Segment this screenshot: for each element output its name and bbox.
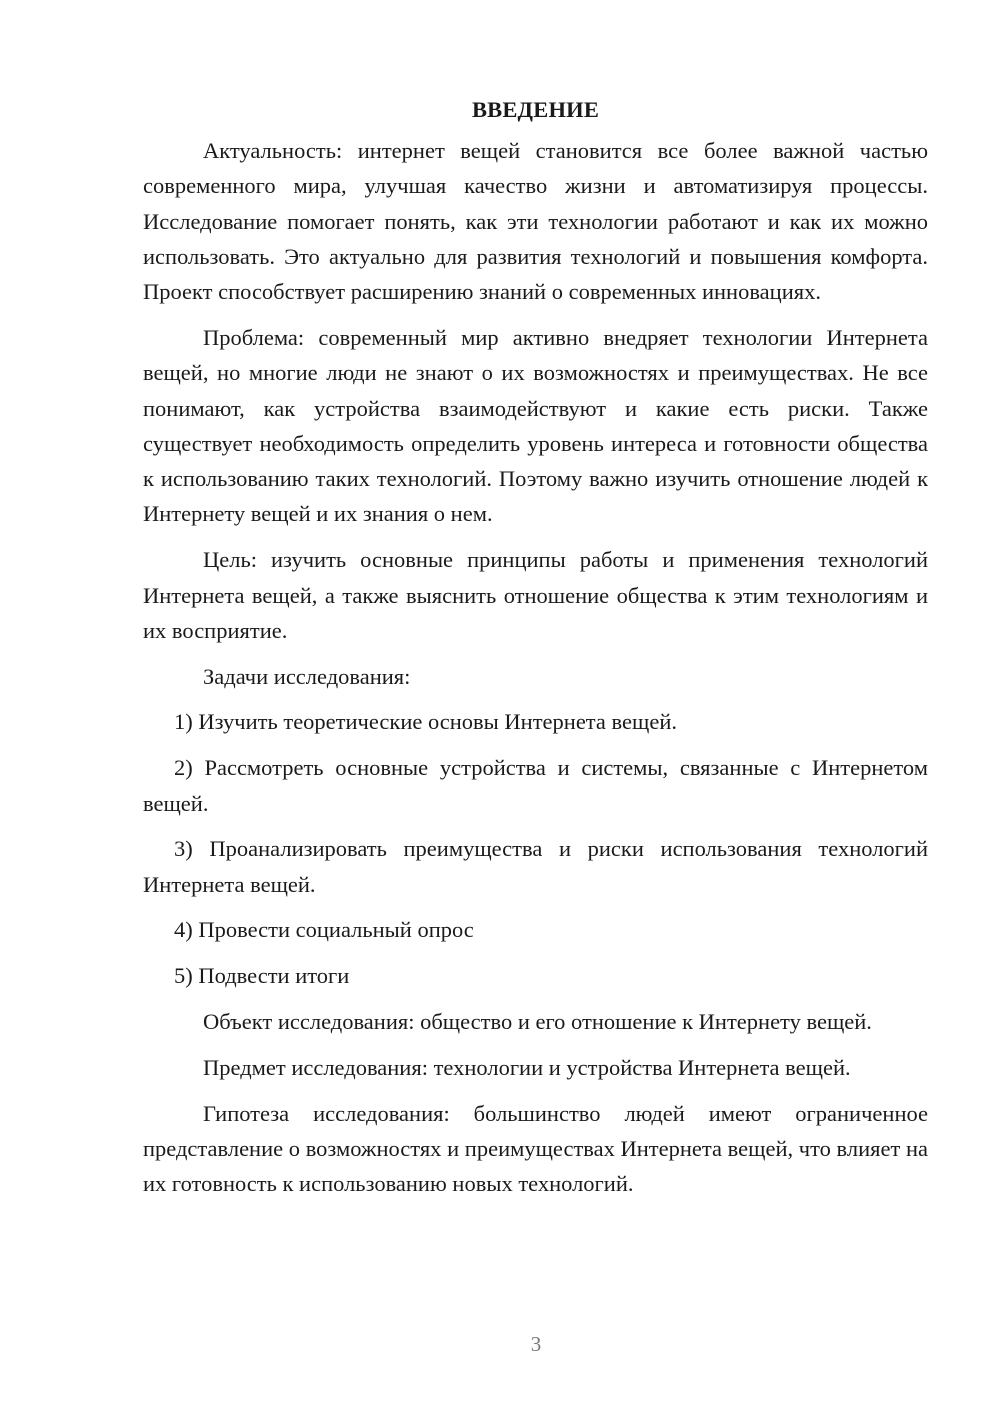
task-item: 3) Проанализировать преимущества и риски использования технологий Интернета вещей. (143, 836, 928, 897)
goal-paragraph: Цель: изучить основные принципы работы и применения технологий Интернета вещей, а также выяснить отношение общества к этим технологиям и их восприятие. (143, 547, 928, 643)
problem-paragraph: Проблема: современный мир активно внедряет технологии Интернета вещей, но многие люди не знают о их возможностях и преимуществах. Не все понимают, как устройства взаимодействуют и какие есть риски. Также существует необходимость определить уровень интереса и готовности общества к использованию таких технологий. Поэтому важно изучить отношение людей к Интернету вещей и их знания о нем. (143, 324, 928, 527)
relevance-paragraph: Актуальность: интернет вещей становится все более важной частью современного мира, улучшая качество жизни и автоматизируя процессы. Исследование помогает понять, как эти технологии работают и как их можно использовать. Это актуально для развития технологий и повышения комфорта. Проект способствует расширению знаний о современных инновациях. (143, 138, 928, 305)
subject-paragraph: Предмет исследования: технологии и устройства Интернета вещей. (203, 1054, 851, 1080)
hypothesis-paragraph: Гипотеза исследования: большинство людей имеют ограниченное представление о возможностях и преимуществах Интернета вещей, что влияет на их готовность к использованию новых технологий. (143, 1100, 928, 1197)
tasks-heading: Задачи исследования: (203, 663, 411, 689)
document-page (143, 92, 928, 1212)
task-item: 4) Провести социальный опрос (174, 917, 474, 943)
object-paragraph: Объект исследования: общество и его отношение к Интернету вещей. (203, 1009, 872, 1035)
task-item: 1) Изучить теоретические основы Интернета вещей. (174, 709, 677, 735)
section-title: ВВЕДЕНИЕ (471, 97, 600, 122)
task-item: 2) Рассмотреть основные устройства и системы, связанные с Интернетом вещей. (143, 755, 928, 816)
page-number: 3 (530, 1332, 542, 1356)
task-item: 5) Подвести итоги (174, 963, 350, 989)
